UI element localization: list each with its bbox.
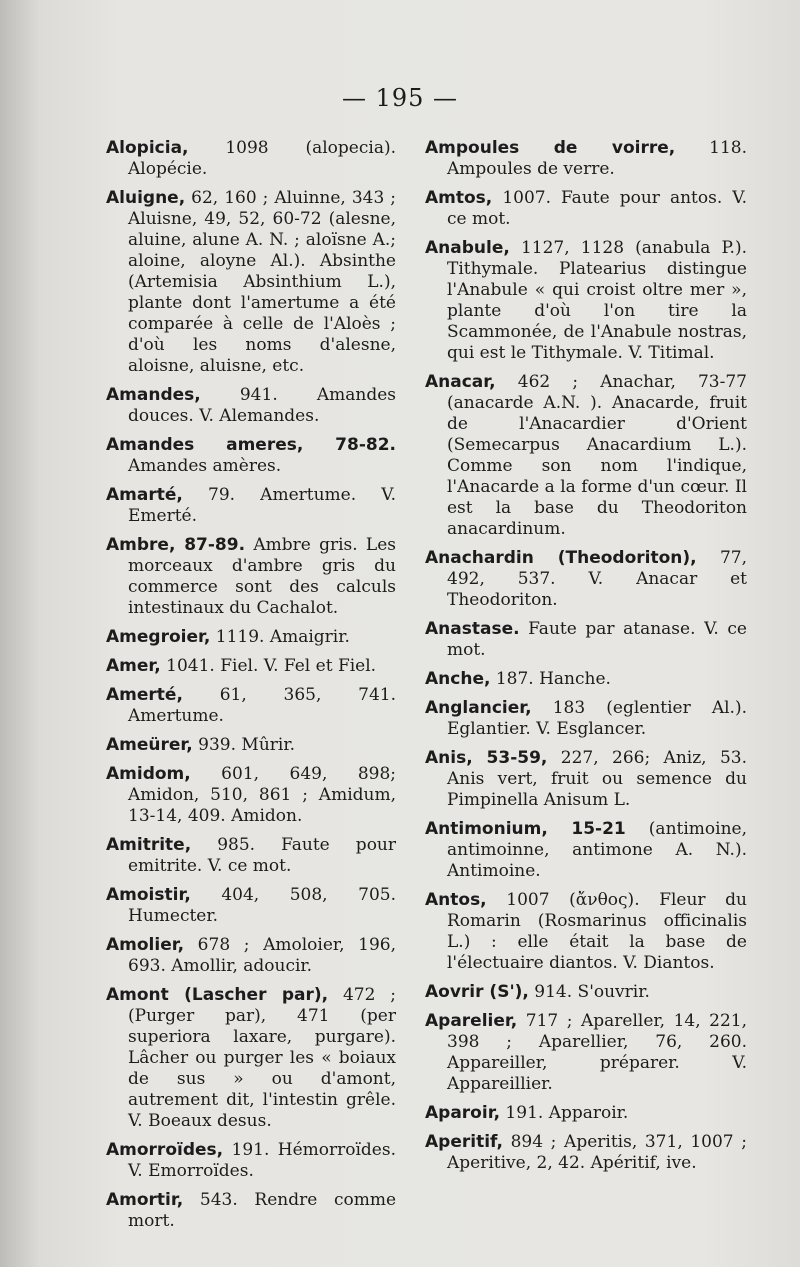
- dictionary-entry: [106, 485, 396, 527]
- dictionary-entry: [106, 435, 396, 477]
- dictionary-entry: [106, 985, 396, 1132]
- entry-headword: Amtos,: [425, 188, 493, 208]
- entry-definition: 62, 160 ; Aluinne, 343 ; Aluisne, 49, 52, 60-72 (alesne, aluine, alune A. N. ; aloïsne A.; aloine, aloyne Al.). Absinthe (Artemisia Absinthium L.), plante dont l'amertume a été comparée à celle de l'Aloès ; d'où les noms d'alesne, aloisne, aluisne, etc.: [128, 188, 396, 376]
- entry-definition: 939. Mûrir.: [192, 735, 296, 755]
- entry-headword: Aparelier,: [425, 1011, 518, 1031]
- dictionary-entry: [425, 1103, 747, 1124]
- entry-headword: Amarté,: [106, 485, 183, 505]
- entry-headword: Anastase.: [425, 619, 520, 639]
- entry-definition: 914. S'ouvrir.: [528, 982, 650, 1002]
- entry-definition: (antimoine, antimoinne, antimone A. N.). Antimoine.: [447, 819, 747, 881]
- entry-definition: Amandes amères.: [128, 456, 282, 476]
- entry-definition: 941. Amandes douces. V. Alemandes.: [128, 385, 396, 426]
- entry-definition: 717 ; Apareller, 14, 221, 398 ; Aparellier, 76, 260. Appareiller, préparer. V. Appareillier.: [447, 1011, 747, 1094]
- entry-headword: Ameürer,: [106, 735, 193, 755]
- entry-definition: 601, 649, 898; Amidon, 510, 861 ; Amidum, 13-14, 409. Amidon.: [128, 764, 396, 826]
- entry-definition: 187. Hanche.: [490, 669, 611, 689]
- dictionary-entry: [425, 1011, 747, 1095]
- dictionary-entry: [106, 656, 396, 677]
- dictionary-entry: [425, 698, 747, 740]
- entry-headword: Amont (Lascher par),: [106, 985, 329, 1005]
- entry-definition: 1127, 1128 (anabula P.). Tithymale. Platearius distingue l'Anabule « qui croist oltre mer », plante d'où l'on tire la Scammonée, de l'Anabule nostras, qui est le Tithymale. V. Titimal.: [447, 238, 747, 363]
- dictionary-entry: [425, 238, 747, 364]
- dictionary-entry: [106, 1190, 396, 1232]
- dictionary-entry: [106, 735, 396, 756]
- dictionary-entry: [425, 188, 747, 230]
- dictionary-entry: [425, 819, 747, 882]
- entry-headword: Antos,: [425, 890, 487, 910]
- entry-headword: Amerté,: [106, 685, 183, 705]
- entry-headword: Antimonium, 15-21: [425, 819, 626, 839]
- dictionary-entry: [106, 835, 396, 877]
- entry-headword: Alopicia,: [106, 138, 189, 158]
- entry-definition: 543. Rendre comme mort.: [128, 1190, 396, 1231]
- dictionary-entry: [425, 748, 747, 811]
- dictionary-entry: [106, 188, 396, 377]
- entry-headword: Aluigne,: [106, 188, 186, 208]
- entry-headword: Amoistir,: [106, 885, 191, 905]
- entry-definition: 404, 508, 705. Humecter.: [128, 885, 396, 926]
- entry-headword: Anabule,: [425, 238, 510, 258]
- entry-definition: 462 ; Anachar, 73-77 (anacarde A.N. ). Anacarde, fruit de l'Anacardier d'Orient (Semecarpus Anacardium L.). Comme son nom l'indique, l'Anacarde a la forme d'un cœur. Il est la base du Theodoriton anacardinum.: [447, 372, 747, 539]
- entry-headword: Aperitif,: [425, 1132, 503, 1152]
- entry-definition: 1119. Amaigrir.: [210, 627, 350, 647]
- entry-headword: Anacar,: [425, 372, 496, 392]
- entry-headword: Amorroïdes,: [106, 1140, 224, 1160]
- dictionary-entry: [106, 138, 396, 180]
- entry-headword: Amortir,: [106, 1190, 184, 1210]
- entry-headword: Amegroier,: [106, 627, 211, 647]
- entry-headword: Amitrite,: [106, 835, 192, 855]
- dictionary-entry: [106, 885, 396, 927]
- entry-definition: 985. Faute pour emitrite. V. ce mot.: [128, 835, 396, 876]
- entry-headword: Amandes,: [106, 385, 201, 405]
- entry-definition: 191. Hémorroïdes. V. Emorroïdes.: [128, 1140, 396, 1181]
- entry-definition: 1041. Fiel. V. Fel et Fiel.: [160, 656, 377, 676]
- page-number: — 195 —: [341, 84, 459, 112]
- entry-headword: Amidom,: [106, 764, 191, 784]
- dictionary-entry: [425, 138, 747, 180]
- entry-headword: Anis, 53-59,: [425, 748, 548, 768]
- entry-headword: Aovrir (S'),: [425, 982, 529, 1002]
- dictionary-entry: [425, 982, 747, 1003]
- left-column: [106, 138, 396, 1240]
- entry-definition: 191. Apparoir.: [500, 1103, 629, 1123]
- dictionary-entry: [106, 627, 396, 648]
- entry-definition: 472 ; (Purger par), 471 (per superiora laxare, purgare). Lâcher ou purger les « boiaux de sus » ou d'amont, autrement dit, l'intestin grêle. V. Boeaux desus.: [128, 985, 397, 1131]
- right-column: [425, 138, 747, 1182]
- dictionary-entry: [425, 548, 747, 611]
- dictionary-entry: [425, 669, 747, 690]
- dictionary-entry: [425, 619, 747, 661]
- entry-definition: 1007. Faute pour antos. V. ce mot.: [447, 188, 747, 229]
- entry-definition: 678 ; Amoloier, 196, 693. Amollir, adoucir.: [128, 935, 396, 976]
- entry-headword: Aparoir,: [425, 1103, 501, 1123]
- entry-definition: 79. Amertume. V. Emerté.: [128, 485, 396, 526]
- entry-definition: 118. Ampoules de verre.: [447, 138, 747, 179]
- entry-definition: Faute par atanase. V. ce mot.: [447, 619, 747, 660]
- dictionary-entry: [106, 535, 396, 619]
- dictionary-entry: [106, 385, 396, 427]
- entry-headword: Anglancier,: [425, 698, 532, 718]
- entry-definition: 183 (eglentier Al.). Eglantier. V. Esglancer.: [447, 698, 747, 739]
- dictionary-entry: [425, 372, 747, 540]
- entry-headword: Ambre, 87-89.: [106, 535, 246, 555]
- dictionary-entry: [106, 764, 396, 827]
- entry-definition: 61, 365, 741. Amertume.: [128, 685, 396, 726]
- entry-headword: Ampoules de voirre,: [425, 138, 676, 158]
- entry-headword: Anachardin (Theodoriton),: [425, 548, 697, 568]
- entry-definition: Ambre gris. Les morceaux d'ambre gris du commerce sont des calculs intestinaux du Cachalot.: [128, 535, 396, 618]
- entry-definition: 1007 (ἄνθος). Fleur du Romarin (Rosmarinus officinalis L.) : elle était la base de l'électuaire diantos. V. Diantos.: [447, 890, 747, 973]
- entry-definition: 77, 492, 537. V. Anacar et Theodoriton.: [447, 548, 747, 610]
- entry-headword: Amer,: [106, 656, 161, 676]
- dictionary-entry: [106, 935, 396, 977]
- entry-headword: Amandes ameres, 78-82.: [106, 435, 396, 455]
- dictionary-entry: [106, 685, 396, 727]
- entry-headword: Amolier,: [106, 935, 185, 955]
- entry-definition: 227, 266; Aniz, 53. Anis vert, fruit ou semence du Pimpinella Anisum L.: [447, 748, 747, 810]
- entry-headword: Anche,: [425, 669, 491, 689]
- entry-definition: 894 ; Aperitis, 371, 1007 ; Aperitive, 2, 42. Apéritif, ive.: [447, 1132, 747, 1173]
- dictionary-entry: [425, 1132, 747, 1174]
- dictionary-entry: [425, 890, 747, 974]
- dictionary-entry: [106, 1140, 396, 1182]
- entry-definition: 1098 (alopecia). Alopécie.: [128, 138, 396, 179]
